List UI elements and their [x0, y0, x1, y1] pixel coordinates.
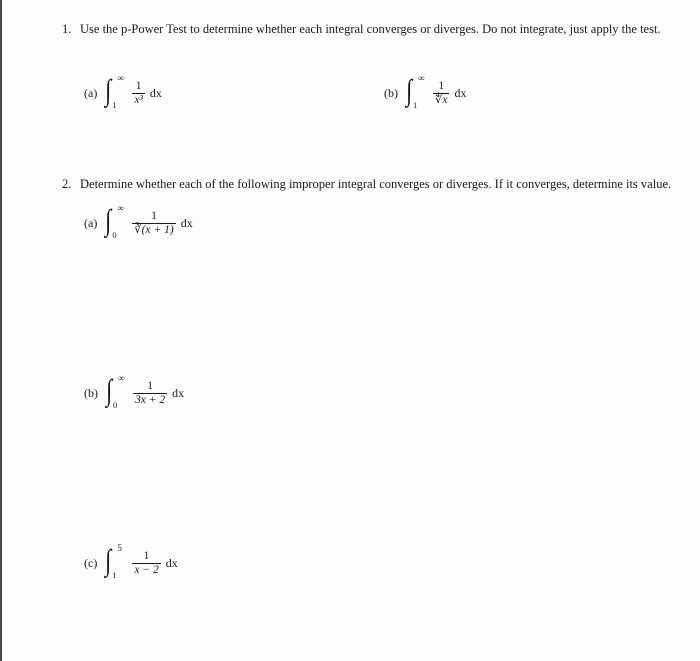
- part-label: (b): [84, 385, 98, 400]
- problem-2c: [84, 543, 178, 580]
- integral-sign-icon: ∫ ∞ 1: [406, 73, 425, 110]
- integral-sign-icon: ∫ 5 1: [105, 543, 122, 580]
- integral-sign-icon: ∫ ∞ 0: [106, 373, 125, 410]
- integrand-fraction: [132, 80, 145, 107]
- part-label: (a): [84, 85, 98, 100]
- lower-limit: 0: [112, 230, 117, 240]
- denominator: ∜x: [435, 93, 448, 106]
- differential: dx: [454, 85, 467, 100]
- numerator: 1: [147, 379, 153, 392]
- numerator: 1: [151, 209, 157, 222]
- part-label: (b): [384, 85, 398, 100]
- numerator: 1: [143, 549, 150, 562]
- differential: dx: [172, 385, 185, 400]
- problem-1-text: [62, 21, 682, 37]
- upper-limit: ∞: [418, 73, 425, 83]
- left-border: [0, 0, 2, 661]
- upper-limit: 5: [117, 543, 122, 553]
- integrand-fraction: [133, 380, 167, 407]
- lower-limit: 1: [112, 100, 117, 110]
- integral-sign-icon: ∫ ∞ 0: [105, 203, 124, 240]
- denominator: x − 2: [134, 563, 159, 576]
- differential: dx: [149, 85, 162, 100]
- denominator: x³: [134, 93, 143, 106]
- differential: dx: [165, 555, 178, 570]
- part-label: (a): [84, 215, 98, 230]
- upper-limit: ∞: [118, 373, 125, 383]
- numerator: 1: [135, 79, 142, 92]
- lower-limit: 0: [113, 400, 118, 410]
- problem-statement: Determine whether each of the following improper integral converges or diverges. If it converges, determine its value.: [80, 177, 672, 191]
- integrand-fraction: [433, 80, 449, 107]
- denominator: 3x + 2: [135, 393, 166, 406]
- integrand-fraction: [132, 210, 175, 237]
- integrand-fraction: [132, 550, 160, 577]
- problem-number: 1.: [62, 22, 72, 36]
- problem-2a: [84, 203, 193, 240]
- differential: dx: [180, 215, 193, 230]
- numerator: 1: [438, 79, 445, 92]
- problem-2-text: [62, 176, 682, 192]
- denominator: ∛(x + 1): [134, 223, 174, 236]
- upper-limit: ∞: [117, 73, 124, 83]
- upper-limit: ∞: [117, 203, 124, 213]
- part-label: (c): [84, 555, 98, 570]
- problem-1a: [84, 73, 162, 110]
- problem-2b: [84, 373, 185, 410]
- problem-statement: Use the p-Power Test to determine whether each integral converges or diverges. Do not integrate, just apply the test.: [80, 22, 661, 36]
- problem-number: 2.: [62, 177, 72, 191]
- lower-limit: 1: [413, 100, 418, 110]
- problem-1b: [384, 73, 467, 110]
- lower-limit: 1: [112, 570, 117, 580]
- integral-sign-icon: ∫ ∞ 1: [105, 73, 124, 110]
